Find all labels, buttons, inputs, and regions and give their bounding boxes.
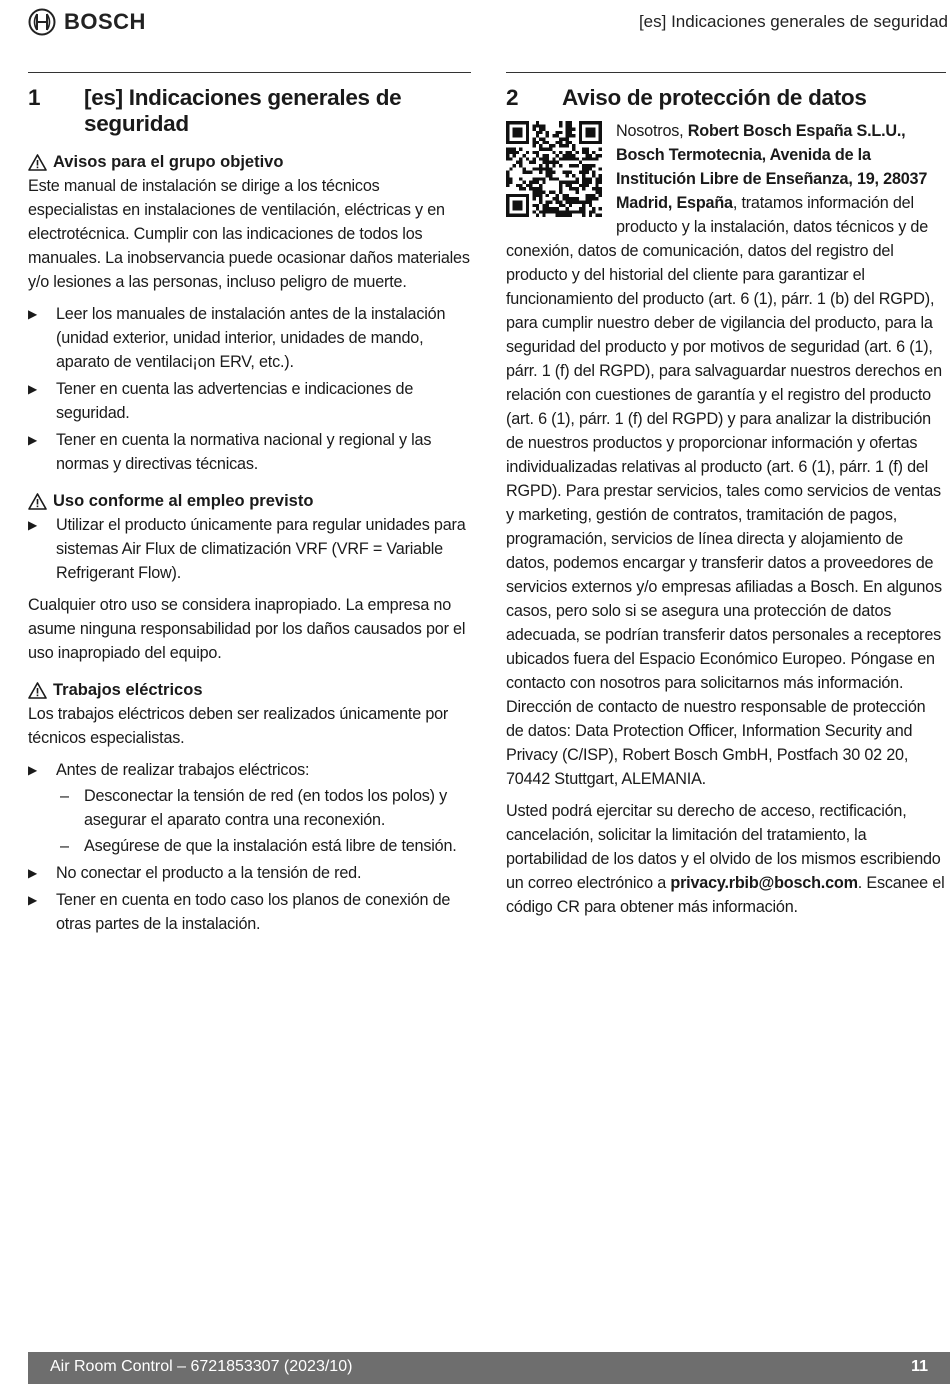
footer-doc-id: Air Room Control – 6721853307 (2023/10) (50, 1358, 353, 1375)
page-number: 11 (911, 1358, 928, 1375)
subsection-heading-text: Uso conforme al empleo previsto (53, 492, 314, 510)
company-address: Robert Bosch España S.L.U., Bosch Termotecnia, Avenida de la Institución Libre de Enseñanza, 19, 28037 Madrid, España (616, 122, 928, 212)
bullet-list (28, 302, 471, 476)
list-item (28, 888, 471, 936)
section-2-title (506, 85, 946, 111)
triangle-bullet-icon: ▶ (28, 518, 38, 532)
privacy-text: Usted podrá ejercitar su derecho de acceso, rectificación, cancelación, solicitar la limitación del tratamiento, la portabilidad de los datos y el olvido de los mismos escribiendo un correo electrónico a (506, 802, 941, 892)
privacy-paragraph (506, 799, 946, 919)
paragraph: Cualquier otro uso se considera inapropiado. La empresa no asume ninguna responsabilidad por los daños causados por el uso inapropiado del equipo. (28, 596, 466, 662)
list-item-text: Antes de realizar trabajos eléctricos: (56, 761, 310, 779)
list-item-text: Tener en cuenta las advertencias e indicaciones de seguridad. (56, 380, 414, 422)
list-item (28, 513, 471, 585)
section-2 (506, 72, 946, 927)
bullet-list (28, 513, 471, 585)
section-number: 1 (28, 85, 41, 110)
list-item-text: Tener en cuenta la normativa nacional y regional y las normas y directivas técnicas. (56, 431, 432, 473)
page-header (0, 0, 950, 44)
triangle-bullet-icon: ▶ (28, 307, 38, 321)
privacy-text: , tratamos información del producto y la instalación, datos técnicos y de conexión, datos de comunicación, datos del registro del producto y del historial del cliente para garantizar el funcionamiento del producto (art. 6 (1), párr. 1 (b) del RGPD), para cumplir nuestro deber de vigilancia del producto, para la seguridad del producto y por motivos de seguridad (art. 6 (1), párr. 1 (f) del RGPD), para salvaguardar nuestros derechos en relación con cuestiones de garantía y el registro del producto (art. 6 (1), párr. 1 (f) del RGPD) y para analizar la distribución de nuestros productos y proporcionar información y ofertas individualizadas relativas al producto (art. 6 (1), párr. 1 (f) del RGPD). Para prestar servicios, tales como servicios de ventas y marketing, gestión de contratos, tramitación de pagos, programación, servicios de línea directa y alojamiento de datos, podemos encargar y transferir datos a proveedores de servicios externos y/o empresas afiliadas a Bosch. En algunos casos, pero solo si se asegura una protección de datos adecuada, se podrían transferir datos personales a receptores ubicados fuera del Espacio Económico Europeo. Póngase en contacto con nosotros para solicitarnos más información. Dirección de contacto de nuestro responsable de protección de datos: Data Protection Officer, Information Security and Privacy (C/ISP), Robert Bosch GmbH, Postfach 30 02 20, 70442 Stuttgart, ALEMANIA. (506, 194, 942, 788)
privacy-email-link[interactable]: privacy.rbib@bosch.com (670, 874, 858, 892)
list-item (28, 377, 471, 425)
qr-code-icon[interactable] (506, 121, 602, 217)
dash-item: – Desconectar la tensión de red (en todos los polos) y asegurar el aparato contra una reconexión. (60, 787, 448, 829)
section-rule (28, 72, 471, 73)
list-item (28, 861, 471, 885)
subsection-heading-text: Avisos para el grupo objetivo (53, 153, 284, 171)
triangle-bullet-icon: ▶ (28, 763, 38, 777)
page-footer (28, 1352, 950, 1384)
list-item (28, 758, 471, 858)
bosch-logo (28, 8, 146, 36)
warning-triangle-icon (28, 493, 47, 510)
subsection-heading (28, 153, 471, 172)
list-item-text: Tener en cuenta en todo caso los planos de conexión de otras partes de la instalación. (56, 891, 451, 933)
list-item (28, 428, 471, 476)
warning-triangle-icon (28, 154, 47, 171)
privacy-paragraph (506, 119, 946, 791)
dash-list (56, 784, 471, 858)
paragraph: Los trabajos eléctricos deben ser realizados únicamente por técnicos especialistas. (28, 705, 449, 747)
bullet-list (28, 758, 471, 936)
bosch-armature-icon (28, 8, 56, 36)
subsection-heading (28, 492, 471, 511)
list-item-text: No conectar el producto a la tensión de red. (56, 864, 362, 882)
subsection-heading-text: Trabajos eléctricos (53, 681, 203, 699)
subsection-heading (28, 681, 471, 700)
privacy-text: Nosotros, (616, 122, 688, 140)
list-item (28, 302, 471, 374)
dash-item: – Asegúrese de que la instalación está libre de tensión. (60, 837, 457, 855)
section-1-title (28, 85, 471, 137)
section-title-text: [es] Indicaciones generales de seguridad (84, 85, 402, 136)
triangle-bullet-icon: ▶ (28, 382, 38, 396)
triangle-bullet-icon: ▶ (28, 893, 38, 907)
list-item-text: Utilizar el producto únicamente para regular unidades para sistemas Air Flux de climatización VRF (VRF = Variable Refrigerant Flow). (56, 516, 466, 582)
paragraph: Este manual de instalación se dirige a los técnicos especialistas en instalaciones de ventilación, eléctricas y en electrotécnica. Cumplir con las indicaciones de todos los manuales. La inobservancia puede ocasionar daños materiales y/o lesiones a las personas, incluso peligro de muerte. (28, 177, 470, 291)
triangle-bullet-icon: ▶ (28, 433, 38, 447)
running-header-title: [es] Indicaciones generales de seguridad (638, 12, 948, 31)
brand-name: BOSCH (64, 9, 146, 34)
section-1 (28, 72, 471, 944)
warning-triangle-icon (28, 682, 47, 699)
triangle-bullet-icon: ▶ (28, 866, 38, 880)
section-rule (506, 72, 946, 73)
dash-item-text: Asegúrese de que la instalación está libre de tensión. (84, 837, 457, 855)
section-number: 2 (506, 85, 519, 110)
privacy-text: . Escanee el código CR para obtener más información. (506, 874, 945, 916)
list-item-text: Leer los manuales de instalación antes de la instalación (unidad exterior, unidad interior, unidades de mando, aparato de ventilaci¡on ERV, etc.). (56, 305, 446, 371)
dash-item-text: Desconectar la tensión de red (en todos los polos) y asegurar el aparato contra una reconexión. (84, 787, 448, 829)
section-title-text: Aviso de protección de datos (562, 85, 867, 110)
